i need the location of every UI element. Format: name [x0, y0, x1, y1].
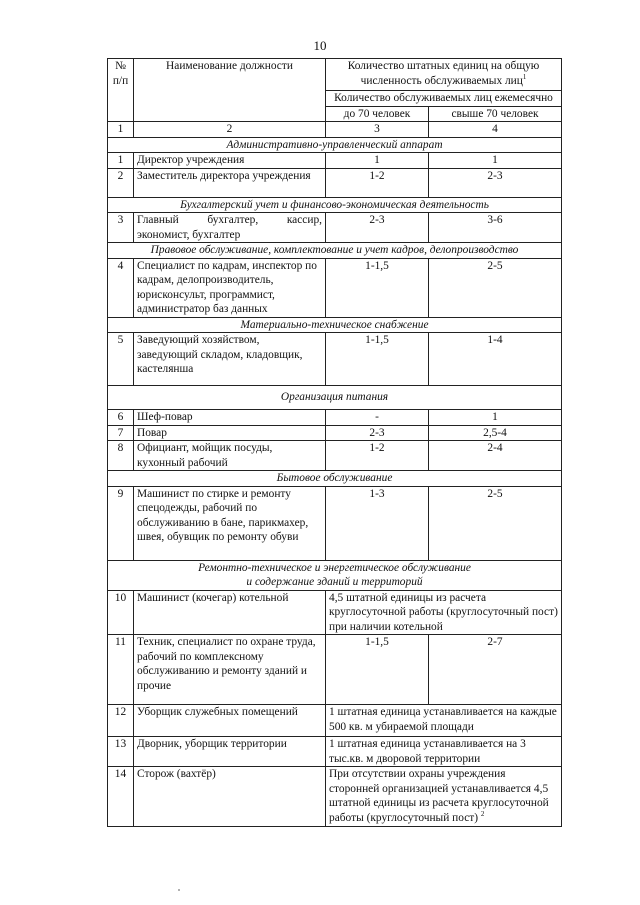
- col-number: 2: [134, 122, 326, 138]
- footnote-2-mark: 2: [480, 809, 485, 818]
- staffing-note: 1 штатная единица устанавливается на 3 тыс.кв. м дворовой территории: [326, 737, 562, 767]
- value-over70: 2-5: [429, 258, 562, 317]
- staffing-table: [107, 58, 562, 827]
- table-row: 12 Уборщик служебных помещений 1 штатная единица устанавливается на каждые 500 кв. м убираемой площади: [108, 705, 562, 737]
- header-upto70: до 70 человек: [326, 106, 429, 122]
- position-name: Уборщик служебных помещений: [134, 705, 326, 737]
- header-row: [108, 59, 562, 91]
- section-heading: Административно-управленческий аппарат: [108, 137, 562, 153]
- staffing-note: 4,5 штатной единицы из расчета круглосуточной работы (круглосуточный пост) при наличии котельной: [326, 590, 562, 635]
- value-over70: 1: [429, 153, 562, 169]
- col-number: 4: [429, 122, 562, 138]
- value-upto70: 1-1,5: [326, 635, 429, 705]
- value-upto70: 1: [326, 153, 429, 169]
- table-row: 8 Официант, мойщик посуды, кухонный рабочий 1-2 2-4: [108, 441, 562, 471]
- table-row: 1 Директор учреждения 1 1: [108, 153, 562, 169]
- table-row: 3 Главный бухгалтер, кассир, экономист, бухгалтер 2-3 3-6: [108, 213, 562, 243]
- position-name: Техник, специалист по охране труда, рабочий по комплексному обслуживанию и ремонту зданий и прочие: [134, 635, 326, 705]
- position-name: Директор учреждения: [134, 153, 326, 169]
- table-row: 9 Машинист по стирке и ремонту спецодежды, рабочий по обслуживанию в бане, парикмахер, швея, обувщик по ремонту обуви 1-3 2-5: [108, 486, 562, 560]
- position-name: Специалист по кадрам, инспектор по кадрам, делопроизводитель, юрисконсульт, программист, администратор баз данных: [134, 258, 326, 317]
- table-row: 2 Заместитель директора учреждения 1-2 2-3: [108, 168, 562, 197]
- position-name: Главный бухгалтер, кассир, экономист, бухгалтер: [134, 213, 326, 243]
- value-upto70: 2-3: [326, 425, 429, 441]
- header-count: Количество штатных единиц на общую численность обслуживаемых лиц$^1$: [326, 59, 562, 91]
- position-name: Заведующий хозяйством, заведующий складом, кладовщик, кастелянша: [134, 333, 326, 386]
- table-row: 10 Машинист (кочегар) котельной 4,5 штатной единицы из расчета круглосуточной работы (круглосуточный пост) при наличии котельной: [108, 590, 562, 635]
- section-heading: Организация питания: [108, 386, 562, 410]
- position-name: Шеф-повар: [134, 410, 326, 426]
- table-row: 5 Заведующий хозяйством, заведующий складом, кладовщик, кастелянша 1-1,5 1-4: [108, 333, 562, 386]
- section-heading: Материально-техническое снабжение: [108, 317, 562, 333]
- value-upto70: 1-2: [326, 441, 429, 471]
- value-upto70: 1-3: [326, 486, 429, 560]
- col-number: 1: [108, 122, 134, 138]
- position-name: Машинист по стирке и ремонту спецодежды, рабочий по обслуживанию в бане, парикмахер, швея, обувщик по ремонту обуви: [134, 486, 326, 560]
- staffing-note: 1 штатная единица устанавливается на каждые 500 кв. м убираемой площади: [326, 705, 562, 737]
- position-name: Заместитель директора учреждения: [134, 168, 326, 197]
- value-over70: 1-4: [429, 333, 562, 386]
- position-name: Официант, мойщик посуды, кухонный рабочий: [134, 441, 326, 471]
- col-number: 3: [326, 122, 429, 138]
- footnote-1-mark: 1: [522, 72, 527, 81]
- header-served: Количество обслуживаемых лиц ежемесячно: [326, 91, 562, 107]
- value-over70: 3-6: [429, 213, 562, 243]
- position-name: Дворник, уборщик территории: [134, 737, 326, 767]
- section-heading: Правовое обслуживание, комплектование и учет кадров, делопроизводство: [108, 243, 562, 259]
- section-heading: Бухгалтерский учет и финансово-экономическая деятельность: [108, 197, 562, 213]
- table-row: 11 Техник, специалист по охране труда, рабочий по комплексному обслуживанию и ремонту зданий и прочие 1-1,5 2-7: [108, 635, 562, 705]
- table-row: 4 Специалист по кадрам, инспектор по кадрам, делопроизводитель, юрисконсульт, программист, администратор баз данных 1-1,5 2-5: [108, 258, 562, 317]
- section-heading: Бытовое обслуживание: [108, 471, 562, 487]
- section-heading: Ремонтно-техническое и энергетическое обслуживание и содержание зданий и территорий: [108, 560, 562, 590]
- table-row: 6 Шеф-повар - 1: [108, 410, 562, 426]
- value-upto70: 1-1,5: [326, 333, 429, 386]
- position-name: Сторож (вахтёр): [134, 767, 326, 827]
- page-number: 10: [313, 38, 327, 53]
- value-over70: 2-7: [429, 635, 562, 705]
- value-upto70: 1-1,5: [326, 258, 429, 317]
- value-upto70: 1-2: [326, 168, 429, 197]
- header-over70: свыше 70 человек: [429, 106, 562, 122]
- column-numbers-row: [108, 122, 562, 138]
- table-row: 14 Сторож (вахтёр) При отсутствии охраны учреждения сторонней организацией устанавливается 4,5 штатной единицы из расчета круглосуточной работы (круглосуточный пост) $^2$: [108, 767, 562, 827]
- table-row: 7 Повар 2-3 2,5-4: [108, 425, 562, 441]
- table-row: 13 Дворник, уборщик территории 1 штатная единица устанавливается на 3 тыс.кв. м дворовой территории: [108, 737, 562, 767]
- value-over70: 2-4: [429, 441, 562, 471]
- staffing-note: При отсутствии охраны учреждения сторонней организацией устанавливается 4,5 штатной единицы из расчета круглосуточной работы (круглосуточный пост) $^2$: [326, 767, 562, 827]
- value-over70: 2,5-4: [429, 425, 562, 441]
- header-num: № п/п: [108, 59, 134, 122]
- value-over70: 1: [429, 410, 562, 426]
- header-position: Наименование должности: [134, 59, 326, 122]
- scan-speck: [178, 889, 180, 891]
- value-over70: 2-3: [429, 168, 562, 197]
- value-over70: 2-5: [429, 486, 562, 560]
- value-upto70: 2-3: [326, 213, 429, 243]
- value-upto70: -: [326, 410, 429, 426]
- position-name: Повар: [134, 425, 326, 441]
- position-name: Машинист (кочегар) котельной: [134, 590, 326, 635]
